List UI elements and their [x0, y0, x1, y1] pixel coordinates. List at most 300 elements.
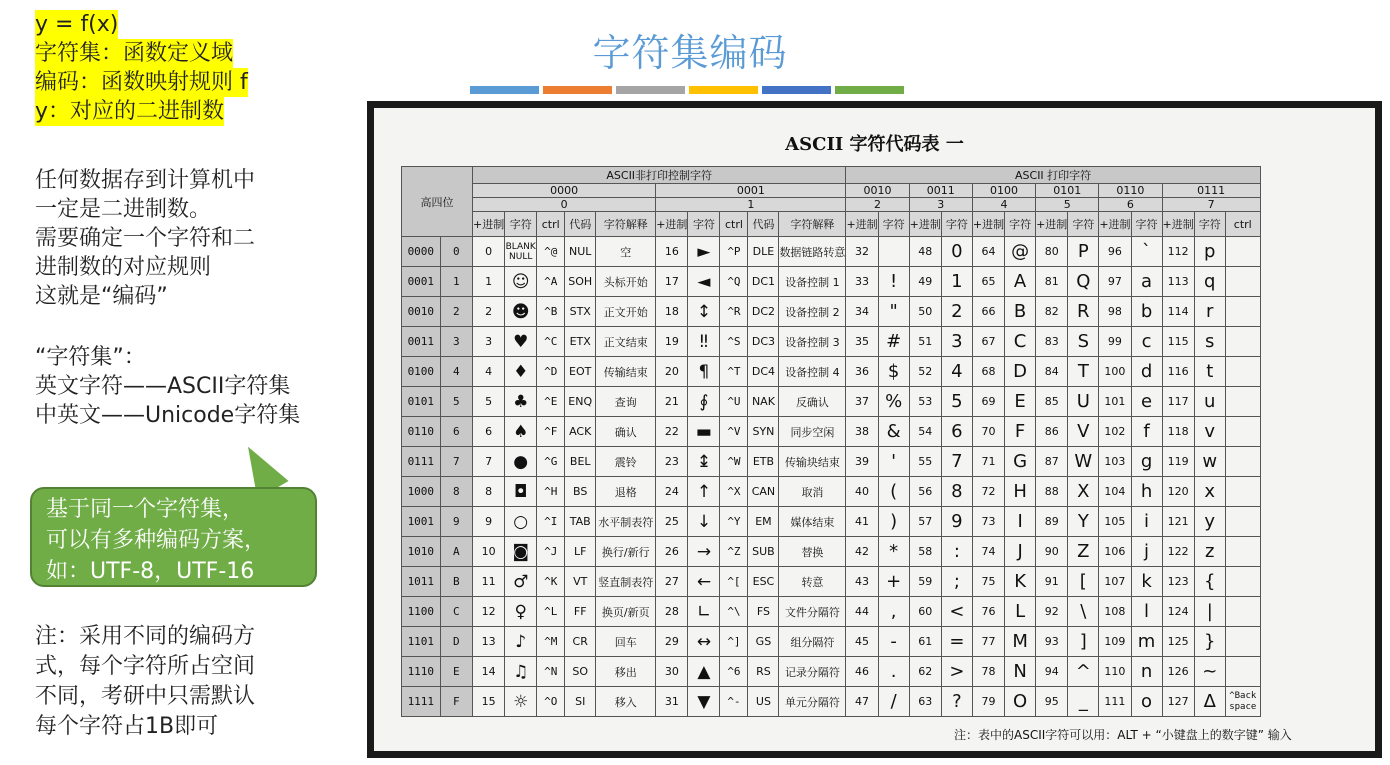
table-cell: 108	[1099, 597, 1131, 627]
table-cell: LF	[565, 537, 596, 567]
table-cell	[1225, 627, 1260, 657]
table-cell: a	[1131, 267, 1162, 297]
table-cell: 1	[941, 267, 972, 297]
table-cell: STX	[565, 297, 596, 327]
row-hex-header: E	[440, 657, 472, 687]
row-bin-header: 1111	[402, 687, 441, 717]
table-cell: 96	[1099, 237, 1131, 267]
table-cell: 91	[1036, 567, 1068, 597]
table-cell: 59	[909, 567, 941, 597]
row-hex-header: 9	[440, 507, 472, 537]
table-cell: 36	[846, 357, 878, 387]
table-cell: ^P	[720, 237, 748, 267]
table-cell: r	[1194, 297, 1225, 327]
table-cell: ESC	[748, 567, 779, 597]
table-row	[402, 627, 1261, 657]
sub-header: 代码	[748, 212, 779, 237]
hex-column-header: 6	[1099, 198, 1162, 212]
table-cell: 77	[972, 627, 1004, 657]
def-line-4: y：对应的二进制数	[35, 99, 225, 124]
table-cell: 34	[846, 297, 878, 327]
table-cell: 5	[941, 387, 972, 417]
table-cell: "	[878, 297, 909, 327]
table-cell: 18	[656, 297, 688, 327]
def-line-1: y = f(x)	[35, 12, 119, 37]
table-cell: FS	[748, 597, 779, 627]
table-cell: ▬	[688, 417, 720, 447]
row-bin-header: 1110	[402, 657, 441, 687]
slide-title: 字符集编码	[592, 31, 788, 75]
text-line: 这就是“编码”	[35, 284, 168, 309]
table-cell: →	[688, 537, 720, 567]
table-cell: J	[1005, 537, 1036, 567]
table-row	[402, 327, 1261, 357]
table-cell: ^Y	[720, 507, 748, 537]
callout-line: 基于同一个字符集，	[46, 497, 245, 522]
table-cell: 58	[909, 537, 941, 567]
table-cell: 确认	[596, 417, 656, 447]
table-cell: NUL	[565, 237, 596, 267]
table-cell: 14	[473, 657, 505, 687]
table-cell: 99	[1099, 327, 1131, 357]
table-cell: 110	[1099, 657, 1131, 687]
table-cell: ;	[941, 567, 972, 597]
row-bin-header: 1101	[402, 627, 441, 657]
table-cell: 0	[473, 237, 505, 267]
table-cell: ^6	[720, 657, 748, 687]
row-hex-header: F	[440, 687, 472, 717]
table-cell: 单元分隔符	[779, 687, 846, 717]
table-cell: 0	[941, 237, 972, 267]
bin-column-header: 0111	[1162, 184, 1260, 198]
hex-column-header: 2	[846, 198, 909, 212]
table-cell: g	[1131, 447, 1162, 477]
hex-column-header: 0	[473, 198, 656, 212]
table-cell	[1225, 387, 1260, 417]
table-cell: k	[1131, 567, 1162, 597]
table-cell: 42	[846, 537, 878, 567]
table-cell: Z	[1068, 537, 1099, 567]
table-cell: CAN	[748, 477, 779, 507]
row-hex-header: 0	[440, 237, 472, 267]
table-cell: ^Q	[720, 267, 748, 297]
table-cell: FF	[565, 597, 596, 627]
table-cell: 68	[972, 357, 1004, 387]
table-cell: 61	[909, 627, 941, 657]
table-cell: 84	[1036, 357, 1068, 387]
table-cell: 27	[656, 567, 688, 597]
table-cell: 5	[473, 387, 505, 417]
table-cell: ▼	[688, 687, 720, 717]
row-bin-header: 0111	[402, 447, 441, 477]
table-cell: 替换	[779, 537, 846, 567]
table-cell: 127	[1162, 687, 1194, 717]
table-cell: ^I	[537, 507, 565, 537]
accent-bar	[616, 86, 685, 94]
row-hex-header: D	[440, 627, 472, 657]
table-cell: |	[1194, 597, 1225, 627]
table-cell: Δ	[1194, 687, 1225, 717]
table-cell: ^[	[720, 567, 748, 597]
row-bin-header: 0010	[402, 297, 441, 327]
sub-header: ctrl	[537, 212, 565, 237]
table-cell: 46	[846, 657, 878, 687]
table-cell: V	[1068, 417, 1099, 447]
table-cell: ^L	[537, 597, 565, 627]
title-accent-bars	[470, 86, 904, 94]
table-cell: 12	[473, 597, 505, 627]
table-cell: DLE	[748, 237, 779, 267]
table-cell: 换页/新页	[596, 597, 656, 627]
table-cell: 6	[941, 417, 972, 447]
text-line: 注：采用不同的编码方	[35, 624, 256, 649]
table-cell: 组分隔符	[779, 627, 846, 657]
table-cell	[1225, 417, 1260, 447]
sub-header: 字符	[1068, 212, 1099, 237]
table-cell: ~	[1194, 657, 1225, 687]
table-cell: 63	[909, 687, 941, 717]
table-cell: #	[878, 327, 909, 357]
table-cell: G	[1005, 447, 1036, 477]
table-cell: .	[878, 657, 909, 687]
table-cell: U	[1068, 387, 1099, 417]
table-cell: ^U	[720, 387, 748, 417]
table-cell: 24	[656, 477, 688, 507]
table-cell: ^O	[537, 687, 565, 717]
table-cell: 2	[941, 297, 972, 327]
table-cell: \	[1068, 597, 1099, 627]
table-cell: 65	[972, 267, 1004, 297]
table-cell: ^V	[720, 417, 748, 447]
table-cell: h	[1131, 477, 1162, 507]
table-cell: n	[1131, 657, 1162, 687]
table-cell: RS	[748, 657, 779, 687]
table-row	[402, 417, 1261, 447]
table-cell: 31	[656, 687, 688, 717]
table-cell: 移入	[596, 687, 656, 717]
hex-column-header: 3	[909, 198, 972, 212]
table-cell: CR	[565, 627, 596, 657]
sub-header: +进制	[846, 212, 878, 237]
table-cell: ♥	[505, 327, 537, 357]
table-cell: NAK	[748, 387, 779, 417]
table-cell: 4	[473, 357, 505, 387]
table-cell: 69	[972, 387, 1004, 417]
text-line: “字符集”：	[35, 345, 146, 370]
table-cell: b	[1131, 297, 1162, 327]
table-cell: 80	[1036, 237, 1068, 267]
table-cell: 20	[656, 357, 688, 387]
table-cell: 48	[909, 237, 941, 267]
table-cell: ♠	[505, 417, 537, 447]
table-cell: ^E	[537, 387, 565, 417]
table-cell: ∟	[688, 597, 720, 627]
ascii-table-image	[367, 101, 1382, 758]
table-cell: 退格	[596, 477, 656, 507]
table-cell: 122	[1162, 537, 1194, 567]
table-row	[402, 357, 1261, 387]
table-cell: 同步空闲	[779, 417, 846, 447]
table-cell	[1225, 357, 1260, 387]
table-cell: F	[1005, 417, 1036, 447]
text-line: 需要确定一个字符和二	[35, 226, 256, 251]
table-cell: 11	[473, 567, 505, 597]
table-cell: 37	[846, 387, 878, 417]
table-cell: 111	[1099, 687, 1131, 717]
table-cell	[1225, 597, 1260, 627]
table-cell: 9	[941, 507, 972, 537]
bin-column-header: 0000	[473, 184, 656, 198]
table-cell: W	[1068, 447, 1099, 477]
table-cell: 101	[1099, 387, 1131, 417]
table-cell: 120	[1162, 477, 1194, 507]
table-cell: ^]	[720, 627, 748, 657]
table-cell: <	[941, 597, 972, 627]
table-cell: ^F	[537, 417, 565, 447]
hex-column-header: 7	[1162, 198, 1260, 212]
table-row	[402, 687, 1261, 717]
table-cell: ^W	[720, 447, 748, 477]
definition-block	[35, 10, 355, 126]
table-cell: 106	[1099, 537, 1131, 567]
table-cell: 123	[1162, 567, 1194, 597]
table-row	[402, 567, 1261, 597]
table-cell: 32	[846, 237, 878, 267]
row-bin-header: 0011	[402, 327, 441, 357]
sub-header: 字符	[941, 212, 972, 237]
table-cell: 102	[1099, 417, 1131, 447]
table-cell: VT	[565, 567, 596, 597]
table-cell: 67	[972, 327, 1004, 357]
charset-paragraph	[35, 343, 355, 430]
explain-paragraph	[35, 166, 355, 311]
table-cell: DC3	[748, 327, 779, 357]
hex-column-header: 5	[1036, 198, 1099, 212]
table-cell: (	[878, 477, 909, 507]
table-cell: 3	[473, 327, 505, 357]
table-cell: ENQ	[565, 387, 596, 417]
table-cell: 10	[473, 537, 505, 567]
table-cell: D	[1005, 357, 1036, 387]
group-header-printable: ASCII 打印字符	[846, 167, 1260, 184]
table-cell: 113	[1162, 267, 1194, 297]
table-cell: 35	[846, 327, 878, 357]
table-cell	[1225, 327, 1260, 357]
table-cell: ♪	[505, 627, 537, 657]
table-cell: ?	[941, 687, 972, 717]
table-cell: %	[878, 387, 909, 417]
table-cell: BS	[565, 477, 596, 507]
table-cell: 64	[972, 237, 1004, 267]
bin-column-header: 0011	[909, 184, 972, 198]
table-cell: GS	[748, 627, 779, 657]
row-bin-header: 0001	[402, 267, 441, 297]
table-cell: ^T	[720, 357, 748, 387]
table-cell: 95	[1036, 687, 1068, 717]
table-cell: 90	[1036, 537, 1068, 567]
table-cell: 40	[846, 477, 878, 507]
table-cell: 105	[1099, 507, 1131, 537]
table-cell: 22	[656, 417, 688, 447]
table-cell: 66	[972, 297, 1004, 327]
table-cell: ♫	[505, 657, 537, 687]
table-cell: 125	[1162, 627, 1194, 657]
table-cell: ^R	[720, 297, 748, 327]
table-cell: 121	[1162, 507, 1194, 537]
table-cell: 3	[941, 327, 972, 357]
table-cell: ^C	[537, 327, 565, 357]
table-cell: ETB	[748, 447, 779, 477]
table-cell: ^N	[537, 657, 565, 687]
row-bin-header: 0101	[402, 387, 441, 417]
table-cell: 97	[1099, 267, 1131, 297]
table-cell: ^@	[537, 237, 565, 267]
callout-line: 可以有多种编码方案，	[46, 528, 267, 553]
row-bin-header: 1010	[402, 537, 441, 567]
table-cell: EOT	[565, 357, 596, 387]
sub-header: 字符	[1194, 212, 1225, 237]
table-cell: ▲	[688, 657, 720, 687]
table-cell: 45	[846, 627, 878, 657]
table-cell: 62	[909, 657, 941, 687]
table-cell: ^\	[720, 597, 748, 627]
table-row	[402, 657, 1261, 687]
table-cell: 8	[941, 477, 972, 507]
table-cell: ^K	[537, 567, 565, 597]
table-cell: c	[1131, 327, 1162, 357]
table-cell: DC1	[748, 267, 779, 297]
bin-column-header: 0010	[846, 184, 909, 198]
table-cell: 87	[1036, 447, 1068, 477]
table-cell: 26	[656, 537, 688, 567]
hex-column-header: 1	[656, 198, 846, 212]
table-cell: Y	[1068, 507, 1099, 537]
bin-column-header: 0110	[1099, 184, 1162, 198]
table-cell: SI	[565, 687, 596, 717]
table-cell: o	[1131, 687, 1162, 717]
table-cell: 49	[909, 267, 941, 297]
bin-column-header: 0101	[1036, 184, 1099, 198]
hex-column-header: 4	[972, 198, 1035, 212]
row-bin-header: 0100	[402, 357, 441, 387]
table-cell: A	[1005, 267, 1036, 297]
table-cell: x	[1194, 477, 1225, 507]
table-cell: 85	[1036, 387, 1068, 417]
table-cell: US	[748, 687, 779, 717]
table-cell: l	[1131, 597, 1162, 627]
table-cell: ∮	[688, 387, 720, 417]
table-cell: u	[1194, 387, 1225, 417]
table-cell: ^B	[537, 297, 565, 327]
text-line: 式，每个字符所占空间	[35, 654, 256, 679]
table-cell: K	[1005, 567, 1036, 597]
table-cell: 39	[846, 447, 878, 477]
table-cell: ETX	[565, 327, 596, 357]
row-bin-header: 1000	[402, 477, 441, 507]
table-cell: ↔	[688, 627, 720, 657]
table-cell: ‼	[688, 327, 720, 357]
table-cell: 112	[1162, 237, 1194, 267]
table-cell: ^M	[537, 627, 565, 657]
table-cell: 查询	[596, 387, 656, 417]
table-cell: f	[1131, 417, 1162, 447]
table-cell: &	[878, 417, 909, 447]
accent-bar	[689, 86, 758, 94]
table-cell: ←	[688, 567, 720, 597]
table-cell: 100	[1099, 357, 1131, 387]
table-cell: TAB	[565, 507, 596, 537]
table-cell	[1225, 507, 1260, 537]
table-cell: 29	[656, 627, 688, 657]
table-cell: ◄	[688, 267, 720, 297]
table-cell: @	[1005, 237, 1036, 267]
table-cell: SYN	[748, 417, 779, 447]
table-row	[402, 267, 1261, 297]
table-cell: 52	[909, 357, 941, 387]
table-cell: 回车	[596, 627, 656, 657]
table-row	[402, 297, 1261, 327]
table-cell: 竖直制表符	[596, 567, 656, 597]
table-cell	[1225, 477, 1260, 507]
table-cell: T	[1068, 357, 1099, 387]
table-cell: 6	[473, 417, 505, 447]
ascii-table	[401, 166, 1261, 717]
table-cell	[1225, 447, 1260, 477]
table-cell: {	[1194, 567, 1225, 597]
row-bin-header: 1011	[402, 567, 441, 597]
table-cell: EM	[748, 507, 779, 537]
table-cell: 107	[1099, 567, 1131, 597]
table-cell: DC2	[748, 297, 779, 327]
table-cell: B	[1005, 297, 1036, 327]
table-cell: 记录分隔符	[779, 657, 846, 687]
table-cell: q	[1194, 267, 1225, 297]
table-cell: 104	[1099, 477, 1131, 507]
table-cell: ●	[505, 447, 537, 477]
table-cell: 41	[846, 507, 878, 537]
ascii-table-paper	[374, 108, 1375, 751]
table-cell: 7	[941, 447, 972, 477]
table-cell: 设备控制 4	[779, 357, 846, 387]
row-bin-header: 1100	[402, 597, 441, 627]
table-cell: 53	[909, 387, 941, 417]
table-cell: 83	[1036, 327, 1068, 357]
table-cell	[1225, 297, 1260, 327]
table-cell: 头标开始	[596, 267, 656, 297]
table-cell: 117	[1162, 387, 1194, 417]
ascii-table-title: ASCII 字符代码表 一	[785, 134, 964, 155]
text-line: 任何数据存到计算机中	[35, 168, 256, 193]
table-cell: 51	[909, 327, 941, 357]
corner-header: 高四位	[402, 167, 473, 237]
sub-header: +进制	[972, 212, 1004, 237]
table-cell: w	[1194, 447, 1225, 477]
table-cell: 124	[1162, 597, 1194, 627]
table-cell: ►	[688, 237, 720, 267]
row-hex-header: A	[440, 537, 472, 567]
table-cell: 126	[1162, 657, 1194, 687]
table-cell: 86	[1036, 417, 1068, 447]
table-cell: d	[1131, 357, 1162, 387]
sub-header: +进制	[1036, 212, 1068, 237]
table-row	[402, 237, 1261, 267]
table-cell: SO	[565, 657, 596, 687]
table-cell: X	[1068, 477, 1099, 507]
table-cell: 60	[909, 597, 941, 627]
table-cell	[1225, 237, 1260, 267]
table-cell: M	[1005, 627, 1036, 657]
table-cell: 设备控制 2	[779, 297, 846, 327]
